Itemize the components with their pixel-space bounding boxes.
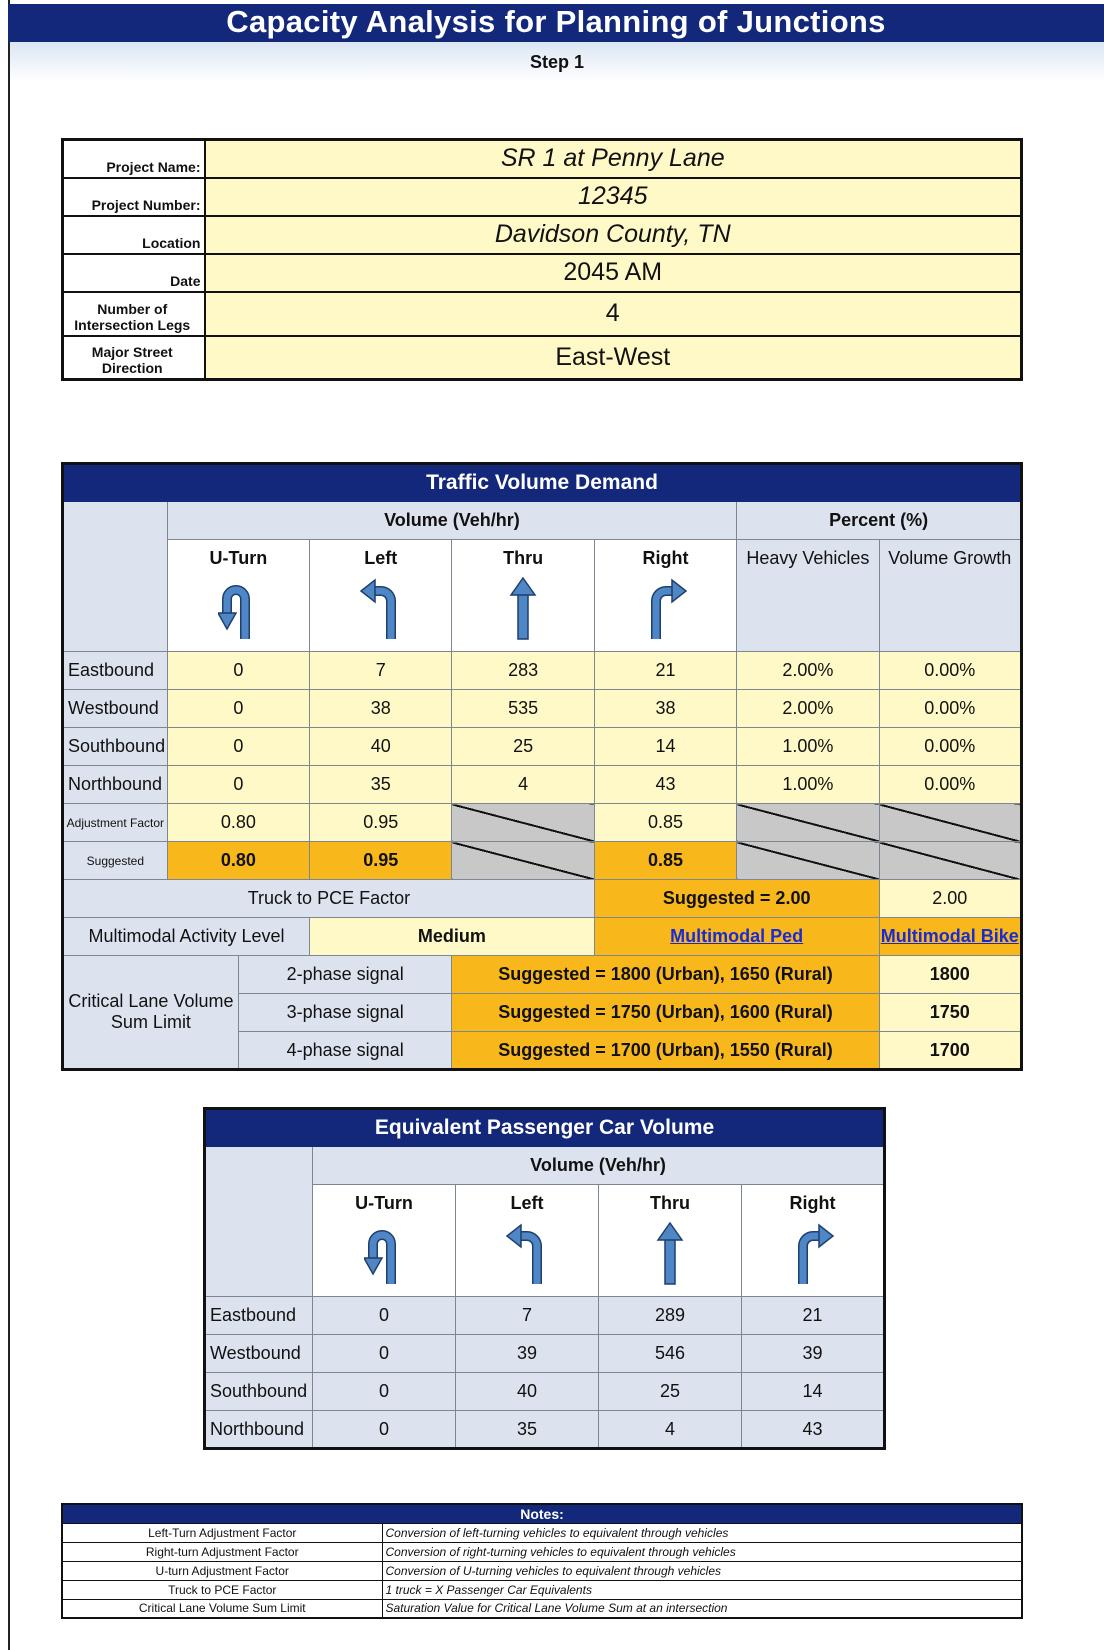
traffic-volume-demand-title: Traffic Volume Demand — [63, 464, 1022, 502]
pce-label: Truck to PCE Factor — [63, 880, 595, 918]
date-field[interactable]: 2045 AM — [205, 254, 1022, 292]
note-term: Right-turn Adjustment Factor — [62, 1542, 382, 1561]
volume-header: Volume (Veh/hr) — [313, 1147, 885, 1185]
u-turn-arrow-icon — [218, 577, 258, 641]
volume-cell[interactable]: 35 — [310, 766, 452, 804]
volume-cell[interactable]: 535 — [452, 690, 594, 728]
col-right — [742, 1185, 885, 1297]
direction-label: Eastbound — [63, 652, 168, 690]
col-right-label: Right — [789, 1193, 836, 1213]
col-left — [310, 540, 452, 652]
volume-cell[interactable]: 0 — [167, 728, 309, 766]
pcv-cell: 0 — [313, 1297, 456, 1335]
col-left — [456, 1185, 599, 1297]
direction-label: Westbound — [63, 690, 168, 728]
corner-cell — [63, 502, 168, 652]
col-right — [594, 540, 736, 652]
right-suggested: 0.85 — [594, 842, 736, 880]
critical-lane-suggested: Suggested = 1800 (Urban), 1650 (Rural) — [452, 956, 879, 994]
pcv-cell: 39 — [742, 1335, 885, 1373]
pcv-cell: 21 — [742, 1297, 885, 1335]
equivalent-pcv-title: Equivalent Passenger Car Volume — [205, 1109, 885, 1147]
percent-cell[interactable]: 0.00% — [879, 652, 1021, 690]
col-thru — [599, 1185, 742, 1297]
note-description: Conversion of right-turning vehicles to equivalent through vehicles — [382, 1542, 1022, 1561]
percent-cell[interactable]: 2.00% — [737, 690, 879, 728]
pcv-cell: 39 — [456, 1335, 599, 1373]
pcv-cell: 4 — [599, 1411, 742, 1449]
project-name-field[interactable]: SR 1 at Penny Lane — [205, 140, 1022, 178]
volume-cell[interactable]: 0 — [167, 766, 309, 804]
project-number-label: Project Number: — [63, 178, 205, 216]
traffic-volume-demand-table — [61, 462, 1023, 1071]
multimodal-activity-select[interactable]: Medium — [310, 918, 595, 956]
adjustment-factor-row — [63, 804, 1022, 842]
critical-lane-label: Critical Lane Volume Sum Limit — [63, 956, 239, 1070]
note-term: Critical Lane Volume Sum Limit — [62, 1599, 382, 1618]
percent-cell[interactable]: 1.00% — [737, 766, 879, 804]
table-row — [63, 652, 1022, 690]
pcv-cell: 40 — [456, 1373, 599, 1411]
suggested-label: Suggested — [63, 842, 168, 880]
u-turn-arrow-icon — [364, 1222, 404, 1286]
direction-label: Northbound — [63, 766, 168, 804]
col-u-turn-label: U-Turn — [209, 548, 268, 568]
location-label: Location — [63, 216, 205, 254]
volume-header: Volume (Veh/hr) — [167, 502, 737, 540]
critical-lane-input[interactable]: 1800 — [879, 956, 1021, 994]
intersection-legs-field[interactable]: 4 — [205, 292, 1022, 336]
intersection-legs-label: Number of Intersection Legs — [63, 292, 205, 336]
pce-suggested: Suggested = 2.00 — [594, 880, 879, 918]
note-description: Saturation Value for Critical Lane Volume Sum at an intersection — [382, 1599, 1022, 1618]
percent-header: Percent (%) — [737, 502, 1022, 540]
col-u-turn — [167, 540, 309, 652]
thru-arrow-icon — [655, 1222, 685, 1286]
col-thru-label: Thru — [503, 548, 544, 568]
pce-row — [63, 880, 1022, 918]
thru-suggested-na — [452, 842, 594, 880]
project-name-label: Project Name: — [63, 140, 205, 178]
note-row — [62, 1580, 1022, 1599]
pce-input[interactable]: 2.00 — [879, 880, 1021, 918]
col-volume-growth: Volume Growth — [879, 540, 1021, 652]
volume-growth-suggested-na — [879, 842, 1021, 880]
critical-lane-input[interactable]: 1750 — [879, 994, 1021, 1032]
date-label: Date — [63, 254, 205, 292]
note-row — [62, 1599, 1022, 1618]
direction-label: Eastbound — [205, 1297, 313, 1335]
project-info-table — [61, 138, 1023, 381]
corner-cell — [205, 1147, 313, 1297]
pcv-cell: 35 — [456, 1411, 599, 1449]
volume-cell[interactable]: 283 — [452, 652, 594, 690]
pcv-cell: 7 — [456, 1297, 599, 1335]
note-term: Left-Turn Adjustment Factor — [62, 1523, 382, 1542]
table-row — [205, 1297, 885, 1335]
table-row — [63, 690, 1022, 728]
pcv-cell: 546 — [599, 1335, 742, 1373]
pcv-cell: 0 — [313, 1373, 456, 1411]
critical-lane-suggested: Suggested = 1700 (Urban), 1550 (Rural) — [452, 1032, 879, 1070]
project-number-field[interactable]: 12345 — [205, 178, 1022, 216]
volume-cell[interactable]: 21 — [594, 652, 736, 690]
critical-lane-input[interactable]: 1700 — [879, 1032, 1021, 1070]
multimodal-bike-link[interactable]: Multimodal Bike — [879, 918, 1021, 956]
note-term: U-turn Adjustment Factor — [62, 1561, 382, 1580]
phase-label: 3-phase signal — [238, 994, 452, 1032]
heavy-vehicles-adjustment-na — [737, 804, 879, 842]
page-title: Capacity Analysis for Planning of Junctions — [8, 4, 1104, 42]
phase-label: 4-phase signal — [238, 1032, 452, 1070]
direction-label: Northbound — [205, 1411, 313, 1449]
multimodal-ped-link[interactable]: Multimodal Ped — [594, 918, 879, 956]
col-u-turn-label: U-Turn — [355, 1193, 413, 1213]
notes-title: Notes: — [62, 1504, 1022, 1523]
location-field[interactable]: Davidson County, TN — [205, 216, 1022, 254]
multimodal-row — [63, 918, 1022, 956]
table-row — [63, 728, 1022, 766]
percent-cell[interactable]: 1.00% — [737, 728, 879, 766]
percent-cell[interactable]: 0.00% — [879, 690, 1021, 728]
equivalent-pcv-table — [203, 1107, 886, 1450]
col-thru — [452, 540, 594, 652]
note-row — [62, 1542, 1022, 1561]
col-left-label: Left — [510, 1193, 544, 1213]
volume-cell[interactable]: 38 — [310, 690, 452, 728]
heavy-vehicles-suggested-na — [737, 842, 879, 880]
volume-cell[interactable]: 43 — [594, 766, 736, 804]
step-label: Step 1 — [10, 42, 1104, 82]
pcv-cell: 14 — [742, 1373, 885, 1411]
pcv-cell: 0 — [313, 1411, 456, 1449]
volume-cell[interactable]: 25 — [452, 728, 594, 766]
adjustment-factor-label: Adjustment Factor — [63, 804, 168, 842]
note-description: 1 truck = X Passenger Car Equivalents — [382, 1580, 1022, 1599]
notes-table — [61, 1503, 1023, 1619]
u-turn-adjustment-input[interactable]: 0.80 — [167, 804, 309, 842]
critical-lane-row — [63, 956, 1022, 994]
right-turn-arrow-icon — [791, 1222, 835, 1286]
volume-cell[interactable]: 38 — [594, 690, 736, 728]
volume-cell[interactable]: 40 — [310, 728, 452, 766]
thru-arrow-icon — [508, 577, 538, 641]
direction-label: Westbound — [205, 1335, 313, 1373]
note-description: Conversion of left-turning vehicles to equivalent through vehicles — [382, 1523, 1022, 1542]
percent-cell[interactable]: 0.00% — [879, 728, 1021, 766]
volume-cell[interactable]: 7 — [310, 652, 452, 690]
thru-adjustment-na — [452, 804, 594, 842]
right-adjustment-input[interactable]: 0.85 — [594, 804, 736, 842]
right-turn-arrow-icon — [644, 577, 688, 641]
table-row — [205, 1335, 885, 1373]
pcv-cell: 0 — [313, 1335, 456, 1373]
note-term: Truck to PCE Factor — [62, 1580, 382, 1599]
volume-cell[interactable]: 0 — [167, 652, 309, 690]
direction-label: Southbound — [205, 1373, 313, 1411]
volume-cell[interactable]: 4 — [452, 766, 594, 804]
volume-cell[interactable]: 0 — [167, 690, 309, 728]
note-row — [62, 1561, 1022, 1580]
volume-cell[interactable]: 14 — [594, 728, 736, 766]
volume-growth-adjustment-na — [879, 804, 1021, 842]
left-adjustment-input[interactable]: 0.95 — [310, 804, 452, 842]
left-suggested: 0.95 — [310, 842, 452, 880]
percent-cell[interactable]: 0.00% — [879, 766, 1021, 804]
col-left-label: Left — [364, 548, 398, 568]
critical-lane-suggested: Suggested = 1750 (Urban), 1600 (Rural) — [452, 994, 879, 1032]
col-thru-label: Thru — [650, 1193, 690, 1213]
pcv-cell: 289 — [599, 1297, 742, 1335]
table-row — [205, 1373, 885, 1411]
note-row — [62, 1523, 1022, 1542]
col-u-turn — [313, 1185, 456, 1297]
left-turn-arrow-icon — [359, 577, 403, 641]
phase-label: 2-phase signal — [238, 956, 452, 994]
multimodal-activity-label: Multimodal Activity Level — [63, 918, 310, 956]
suggested-factor-row — [63, 842, 1022, 880]
note-description: Conversion of U-turning vehicles to equivalent through vehicles — [382, 1561, 1022, 1580]
table-row — [63, 766, 1022, 804]
left-turn-arrow-icon — [505, 1222, 549, 1286]
major-street-direction-label: Major Street Direction — [63, 336, 205, 380]
col-heavy-vehicles: Heavy Vehicles — [737, 540, 879, 652]
col-right-label: Right — [642, 548, 689, 568]
percent-cell[interactable]: 2.00% — [737, 652, 879, 690]
direction-label: Southbound — [63, 728, 168, 766]
pcv-cell: 25 — [599, 1373, 742, 1411]
pcv-cell: 43 — [742, 1411, 885, 1449]
u-turn-suggested: 0.80 — [167, 842, 309, 880]
major-street-direction-field[interactable]: East-West — [205, 336, 1022, 380]
table-row — [205, 1411, 885, 1449]
